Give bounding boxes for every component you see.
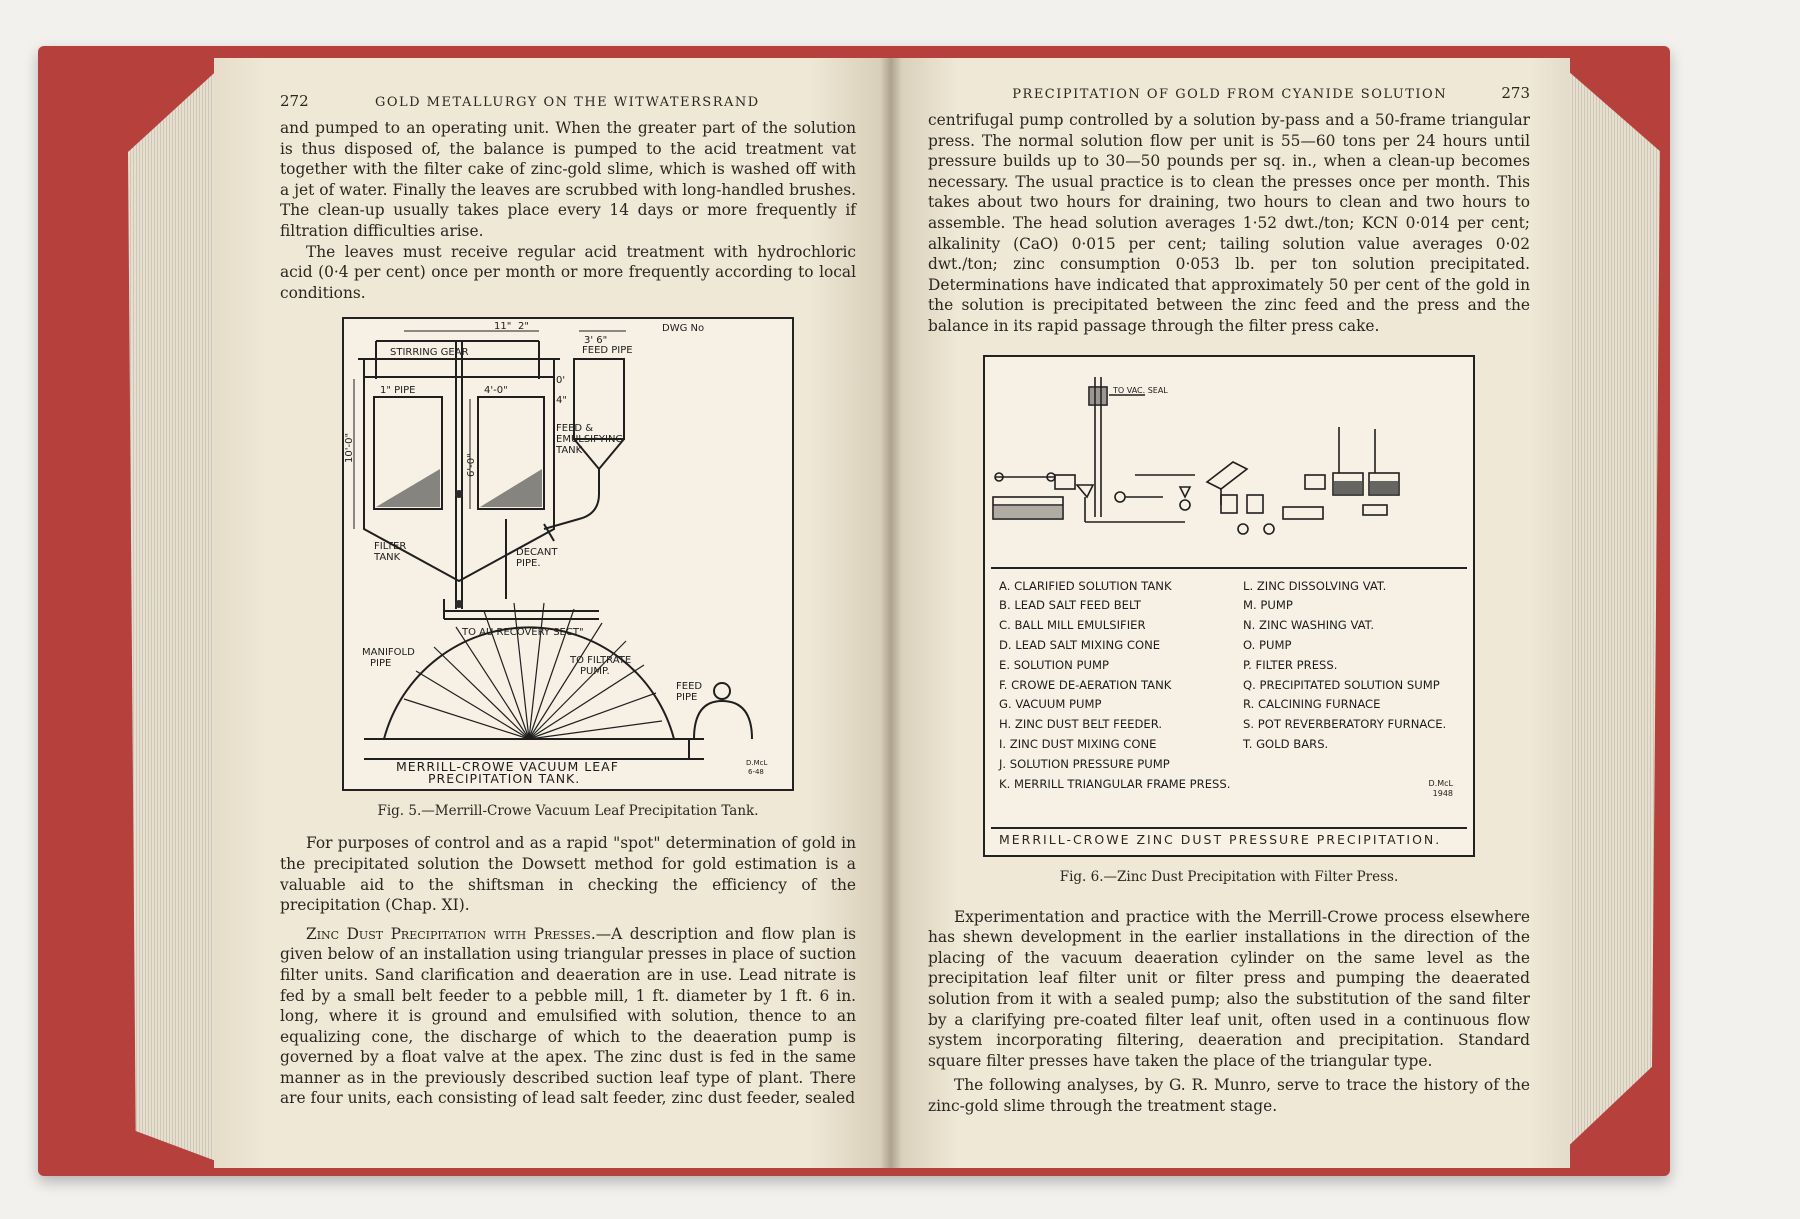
left-control-paragraph: For purposes of control and as a rapid "spot" determination of gold in the precipitated solution the Dowsett method for gold estimation is a valuable aid to the shiftsman in checking the efficiency of the precipitation (Chap. XI). <box>280 834 856 915</box>
right-page-number: 273 <box>1501 84 1530 102</box>
legend-item: S. POT REVERBERATORY FURNACE. <box>1243 717 1447 732</box>
feed-pipe-top-label: FEED PIPE <box>582 345 633 357</box>
feed-tank-label-1: FEED & <box>556 423 594 435</box>
left-acid-paragraph: The leaves must receive regular acid treatment with hydrochloric acid (0·4 per cent) once per month or more frequently according to local conditions. <box>280 242 856 302</box>
figure-5-title-line-1: MERRILL-CROWE VACUUM LEAF <box>396 759 619 775</box>
dwg-number-label: DWG No <box>662 323 705 335</box>
legend-item: T. GOLD BARS. <box>1243 736 1329 751</box>
dim-6-0-label: 6'-0" <box>466 453 477 478</box>
legend-item: M. PUMP <box>1243 598 1293 613</box>
dim-3-6-label: 3' 6" <box>584 335 608 347</box>
section-heading: Zinc Dust Precipitation with Presses. <box>306 924 596 943</box>
figure-5-caption: Fig. 5.—Merrill-Crowe Vacuum Leaf Precipitation Tank. <box>377 803 759 820</box>
legend-item: L. ZINC DISSOLVING VAT. <box>1243 578 1387 593</box>
dim-4-label: 4" <box>556 395 567 407</box>
legend-item: F. CROWE DE-AERATION TANK <box>999 677 1172 692</box>
page-edges-left <box>128 64 224 1164</box>
legend-item: D. LEAD SALT MIXING CONE <box>999 637 1161 652</box>
legend-item: H. ZINC DUST BELT FEEDER. <box>999 717 1163 732</box>
left-running-head <box>280 92 856 110</box>
right-page <box>890 58 1570 1168</box>
filter-tank-label-1: FILTER <box>374 541 407 553</box>
figure-5-initials-2: 6-48 <box>748 768 764 777</box>
right-running-head-title: PRECIPITATION OF GOLD FROM CYANIDE SOLUTION <box>1012 87 1448 102</box>
pipe-1in-label: 1" PIPE <box>380 385 416 397</box>
feed-tank-label-3: TANK <box>556 445 583 457</box>
left-section-paragraph <box>280 924 856 1109</box>
vacuum-leaf-tank-diagram <box>344 319 788 785</box>
figure-5-title-line-2: PRECIPITATION TANK. <box>428 771 581 786</box>
legend-column-left <box>999 577 1231 795</box>
legend-item: B. LEAD SALT FEED BELT <box>999 598 1141 613</box>
figure-6-initials-2: 1948 <box>1432 788 1453 798</box>
dim-10-0-label: 10'-0" <box>344 433 355 464</box>
legend-item: P. FILTER PRESS. <box>1243 657 1338 672</box>
dim-2-label: 2" <box>518 321 529 333</box>
pressure-precipitation-flow-diagram <box>985 357 1469 562</box>
vac-seal-label: TO VAC. SEAL <box>1113 385 1168 395</box>
right-running-head <box>928 84 1530 102</box>
figure-6-caption: Fig. 6.—Zinc Dust Precipitation with Filter Press. <box>1059 868 1399 885</box>
feed-pipe-lower-label-2: PIPE <box>676 692 698 704</box>
feed-tank-label-2: EMULSIFYING <box>556 434 624 446</box>
legend-item: A. CLARIFIED SOLUTION TANK <box>999 578 1172 593</box>
to-filtrate-label-2: PUMP. <box>580 666 610 678</box>
legend-item: O. PUMP <box>1243 637 1292 652</box>
recovery-label: TO AU RECOVERY SECT" <box>462 627 584 639</box>
feed-pipe-lower-label-1: FEED <box>676 681 703 693</box>
page-edges-right <box>1560 64 1660 1154</box>
dim-0-label: 0' <box>556 375 566 387</box>
legend-item: K. MERRILL TRIANGULAR FRAME PRESS. <box>999 776 1231 791</box>
left-top-paragraph: and pumped to an operating unit. When the greater part of the solution is thus disposed of, the balance is pumped to the acid treatment vat together with the filter cake of zinc-gold slime, which is washed off with a jet of water. Finally the leaves are scrubbed with long-handled brushes. The clean-up usually takes place every 14 days or more frequently if filtration difficulties arise. <box>280 119 856 240</box>
right-experimentation-paragraph: Experimentation and practice with the Merrill-Crowe process elsewhere has shewn development in the earlier installations in the direction of the placing of the vacuum deaeration cylinder on the same level as the precipitation leaf filter unit or filter press and pumping the deaerated solution from it with a sealed pump; also the substitution of the sand filter by a clarifying pre-coated filter leaf unit, often used in a continuous flow system incorporating filtering, deaeration and precipitation. Standard square filter presses have taken the place of the triangular type. <box>928 907 1530 1070</box>
book-gutter <box>880 58 902 1168</box>
dim-11-label: 11" <box>494 321 512 333</box>
left-page <box>214 58 890 1168</box>
decant-pipe-label-2: PIPE. <box>516 558 541 570</box>
figure-6-initials-1: D.McL <box>1428 778 1453 788</box>
to-filtrate-label-1: TO FILTRATE <box>570 655 632 667</box>
right-analyses-paragraph: The following analyses, by G. R. Munro, serve to trace the history of the zinc-gold slime through the treatment stage. <box>928 1076 1530 1115</box>
dim-4-0-label: 4'-0" <box>484 385 508 397</box>
filter-tank-label-2: TANK <box>374 552 401 564</box>
left-page-number: 272 <box>280 92 309 110</box>
legend-item: E. SOLUTION PUMP <box>999 657 1110 672</box>
legend-item: N. ZINC WASHING VAT. <box>1243 618 1375 633</box>
figure-6-title: MERRILL-CROWE ZINC DUST PRESSURE PRECIPITATION. <box>991 827 1467 851</box>
legend-column-right <box>1243 577 1471 755</box>
legend-item: I. ZINC DUST MIXING CONE <box>999 736 1157 751</box>
stirring-gear-label: STIRRING GEAR <box>390 347 469 359</box>
legend-item: J. SOLUTION PRESSURE PUMP <box>999 756 1170 771</box>
decant-pipe-label-1: DECANT <box>516 547 558 559</box>
left-running-head-title: GOLD METALLURGY ON THE WITWATERSRAND <box>374 95 760 110</box>
legend-item: C. BALL MILL EMULSIFIER <box>999 618 1146 633</box>
section-text: —A description and flow plan is given below of an installation using triangular presses in place of suction filter units. Sand clarification and deaeration are in use. Lead nitrate is fed by a small belt feeder to a pebble mill, 1 ft. diameter by 1 ft. 6 in. long, where it is ground and emulsified with solution, thence to an equalizing cone, the discharge of which to the deaeration pump is governed by a float valve at the apex. The zinc dust is fed in the same manner as in the previously described suction leaf type of plant. There are four units, each consisting of lead salt feeder, zinc dust feeder, sealed <box>280 924 856 1108</box>
manifold-pipe-label-1: MANIFOLD <box>362 647 415 659</box>
figure-6-drawing <box>983 355 1475 857</box>
figure-5-initials-1: D.McL <box>746 759 768 768</box>
right-top-paragraph: centrifugal pump controlled by a solution by-pass and a 50-frame triangular press. The normal solution flow per unit is 55—60 tons per 24 hours until pressure builds up to 30—50 pounds per sq. in., when a clean-up becomes necessary. The usual practice is to clean the presses once per month. This takes about two hours for draining, two hours to clean and two hours to assemble. The head solution averages 1·52 dwt./ton; KCN 0·014 per cent; alkalinity (CaO) 0·015 per cent; tailing solution value averages 0·02 dwt./ton; zinc consumption 0·053 lb. per ton solution precipitated. Determinations have indicated that approximately 50 per cent of the gold in the solution is precipitated between the zinc feed and the press and the balance in its rapid passage through the filter press cake. <box>928 111 1530 335</box>
legend-item: R. CALCINING FURNACE <box>1243 697 1381 712</box>
legend-item: Q. PRECIPITATED SOLUTION SUMP <box>1243 677 1440 692</box>
manifold-pipe-label-2: PIPE <box>370 658 392 670</box>
legend-item: G. VACUUM PUMP <box>999 697 1102 712</box>
figure-6-legend <box>991 567 1467 827</box>
figure-5-drawing <box>342 317 794 791</box>
